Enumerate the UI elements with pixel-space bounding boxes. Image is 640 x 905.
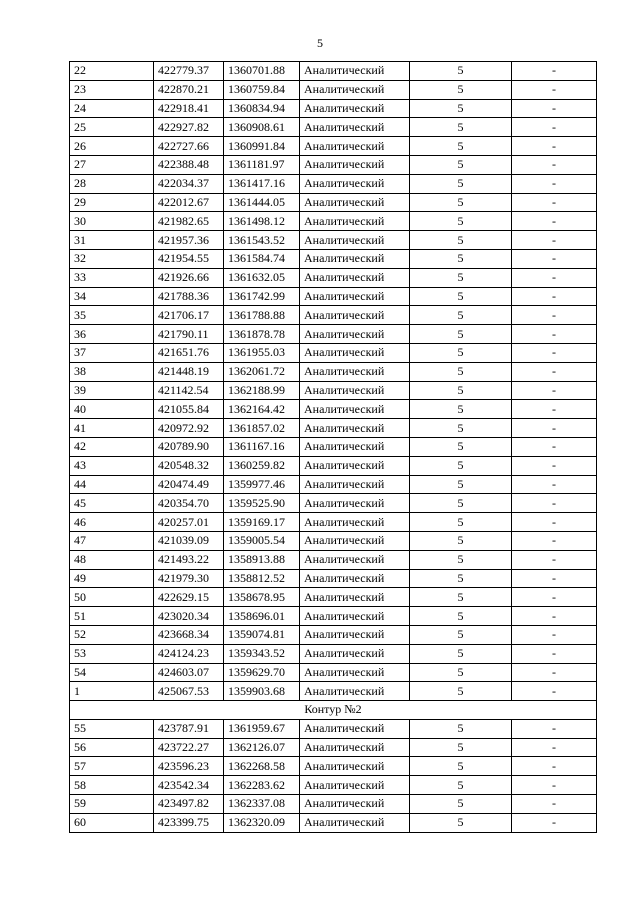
method-cell: Аналитический bbox=[300, 249, 410, 268]
table-row bbox=[70, 325, 597, 344]
method-cell: Аналитический bbox=[300, 174, 410, 193]
y-coordinate-cell: 1359169.17 bbox=[224, 513, 300, 532]
method-cell: Аналитический bbox=[300, 362, 410, 381]
table-row bbox=[70, 381, 597, 400]
note-cell: - bbox=[512, 757, 597, 776]
method-cell: Аналитический bbox=[300, 607, 410, 626]
table-row bbox=[70, 776, 597, 795]
y-coordinate-cell: 1360259.82 bbox=[224, 456, 300, 475]
y-coordinate-cell: 1359005.54 bbox=[224, 531, 300, 550]
accuracy-cell: 5 bbox=[410, 212, 512, 231]
accuracy-cell: 5 bbox=[410, 306, 512, 325]
accuracy-cell: 5 bbox=[410, 569, 512, 588]
note-cell: - bbox=[512, 268, 597, 287]
method-cell: Аналитический bbox=[300, 306, 410, 325]
method-cell: Аналитический bbox=[300, 456, 410, 475]
table-row bbox=[70, 419, 597, 438]
point-number-cell: 32 bbox=[70, 249, 154, 268]
point-number-cell: 35 bbox=[70, 306, 154, 325]
table-row bbox=[70, 306, 597, 325]
table-row bbox=[70, 231, 597, 250]
accuracy-cell: 5 bbox=[410, 682, 512, 701]
accuracy-cell: 5 bbox=[410, 400, 512, 419]
point-number-cell: 57 bbox=[70, 757, 154, 776]
x-coordinate-cell: 425067.53 bbox=[154, 682, 224, 701]
note-cell: - bbox=[512, 738, 597, 757]
point-number-cell: 31 bbox=[70, 231, 154, 250]
y-coordinate-cell: 1362320.09 bbox=[224, 813, 300, 832]
point-number-cell: 42 bbox=[70, 437, 154, 456]
method-cell: Аналитический bbox=[300, 80, 410, 99]
note-cell: - bbox=[512, 400, 597, 419]
point-number-cell: 49 bbox=[70, 569, 154, 588]
accuracy-cell: 5 bbox=[410, 456, 512, 475]
note-cell: - bbox=[512, 193, 597, 212]
method-cell: Аналитический bbox=[300, 813, 410, 832]
note-cell: - bbox=[512, 475, 597, 494]
accuracy-cell: 5 bbox=[410, 174, 512, 193]
accuracy-cell: 5 bbox=[410, 437, 512, 456]
table-row bbox=[70, 719, 597, 738]
point-number-cell: 29 bbox=[70, 193, 154, 212]
table-row bbox=[70, 62, 597, 81]
accuracy-cell: 5 bbox=[410, 663, 512, 682]
note-cell: - bbox=[512, 249, 597, 268]
note-cell: - bbox=[512, 494, 597, 513]
note-cell: - bbox=[512, 99, 597, 118]
accuracy-cell: 5 bbox=[410, 607, 512, 626]
method-cell: Аналитический bbox=[300, 757, 410, 776]
method-cell: Аналитический bbox=[300, 381, 410, 400]
y-coordinate-cell: 1361181.97 bbox=[224, 155, 300, 174]
x-coordinate-cell: 421706.17 bbox=[154, 306, 224, 325]
point-number-cell: 34 bbox=[70, 287, 154, 306]
table-row bbox=[70, 80, 597, 99]
method-cell: Аналитический bbox=[300, 118, 410, 137]
method-cell: Аналитический bbox=[300, 644, 410, 663]
accuracy-cell: 5 bbox=[410, 550, 512, 569]
y-coordinate-cell: 1359977.46 bbox=[224, 475, 300, 494]
x-coordinate-cell: 423722.27 bbox=[154, 738, 224, 757]
method-cell: Аналитический bbox=[300, 513, 410, 532]
table-row bbox=[70, 513, 597, 532]
accuracy-cell: 5 bbox=[410, 757, 512, 776]
accuracy-cell: 5 bbox=[410, 80, 512, 99]
accuracy-cell: 5 bbox=[410, 719, 512, 738]
x-coordinate-cell: 420972.92 bbox=[154, 419, 224, 438]
table-row bbox=[70, 757, 597, 776]
point-number-cell: 30 bbox=[70, 212, 154, 231]
method-cell: Аналитический bbox=[300, 550, 410, 569]
method-cell: Аналитический bbox=[300, 795, 410, 814]
point-number-cell: 45 bbox=[70, 494, 154, 513]
x-coordinate-cell: 421651.76 bbox=[154, 343, 224, 362]
accuracy-cell: 5 bbox=[410, 776, 512, 795]
x-coordinate-cell: 420257.01 bbox=[154, 513, 224, 532]
note-cell: - bbox=[512, 776, 597, 795]
x-coordinate-cell: 422012.67 bbox=[154, 193, 224, 212]
y-coordinate-cell: 1361498.12 bbox=[224, 212, 300, 231]
point-number-cell: 48 bbox=[70, 550, 154, 569]
note-cell: - bbox=[512, 531, 597, 550]
accuracy-cell: 5 bbox=[410, 738, 512, 757]
y-coordinate-cell: 1360991.84 bbox=[224, 137, 300, 156]
x-coordinate-cell: 421493.22 bbox=[154, 550, 224, 569]
accuracy-cell: 5 bbox=[410, 343, 512, 362]
note-cell: - bbox=[512, 644, 597, 663]
note-cell: - bbox=[512, 456, 597, 475]
point-number-cell: 39 bbox=[70, 381, 154, 400]
table-row bbox=[70, 287, 597, 306]
x-coordinate-cell: 421055.84 bbox=[154, 400, 224, 419]
note-cell: - bbox=[512, 212, 597, 231]
method-cell: Аналитический bbox=[300, 625, 410, 644]
page-number: 5 bbox=[317, 36, 323, 50]
table-row bbox=[70, 795, 597, 814]
point-number-cell: 37 bbox=[70, 343, 154, 362]
y-coordinate-cell: 1361543.52 bbox=[224, 231, 300, 250]
method-cell: Аналитический bbox=[300, 776, 410, 795]
point-number-cell: 41 bbox=[70, 419, 154, 438]
x-coordinate-cell: 420354.70 bbox=[154, 494, 224, 513]
x-coordinate-cell: 424603.07 bbox=[154, 663, 224, 682]
table-row bbox=[70, 400, 597, 419]
x-coordinate-cell: 421979.30 bbox=[154, 569, 224, 588]
point-number-cell: 22 bbox=[70, 62, 154, 81]
point-number-cell: 46 bbox=[70, 513, 154, 532]
x-coordinate-cell: 422034.37 bbox=[154, 174, 224, 193]
point-number-cell: 24 bbox=[70, 99, 154, 118]
accuracy-cell: 5 bbox=[410, 494, 512, 513]
x-coordinate-cell: 423399.75 bbox=[154, 813, 224, 832]
x-coordinate-cell: 421039.09 bbox=[154, 531, 224, 550]
accuracy-cell: 5 bbox=[410, 588, 512, 607]
y-coordinate-cell: 1361959.67 bbox=[224, 719, 300, 738]
note-cell: - bbox=[512, 137, 597, 156]
method-cell: Аналитический bbox=[300, 343, 410, 362]
table-row bbox=[70, 644, 597, 663]
y-coordinate-cell: 1361632.05 bbox=[224, 268, 300, 287]
method-cell: Аналитический bbox=[300, 268, 410, 287]
y-coordinate-cell: 1358678.95 bbox=[224, 588, 300, 607]
x-coordinate-cell: 423668.34 bbox=[154, 625, 224, 644]
point-number-cell: 44 bbox=[70, 475, 154, 494]
table-row bbox=[70, 456, 597, 475]
method-cell: Аналитический bbox=[300, 155, 410, 174]
method-cell: Аналитический bbox=[300, 137, 410, 156]
note-cell: - bbox=[512, 231, 597, 250]
method-cell: Аналитический bbox=[300, 682, 410, 701]
note-cell: - bbox=[512, 362, 597, 381]
point-number-cell: 50 bbox=[70, 588, 154, 607]
note-cell: - bbox=[512, 419, 597, 438]
point-number-cell: 55 bbox=[70, 719, 154, 738]
method-cell: Аналитический bbox=[300, 663, 410, 682]
y-coordinate-cell: 1358812.52 bbox=[224, 569, 300, 588]
y-coordinate-cell: 1362337.08 bbox=[224, 795, 300, 814]
x-coordinate-cell: 421790.11 bbox=[154, 325, 224, 344]
y-coordinate-cell: 1359903.68 bbox=[224, 682, 300, 701]
accuracy-cell: 5 bbox=[410, 155, 512, 174]
accuracy-cell: 5 bbox=[410, 513, 512, 532]
method-cell: Аналитический bbox=[300, 475, 410, 494]
y-coordinate-cell: 1358696.01 bbox=[224, 607, 300, 626]
accuracy-cell: 5 bbox=[410, 118, 512, 137]
contour-header-row bbox=[70, 701, 597, 720]
y-coordinate-cell: 1361417.16 bbox=[224, 174, 300, 193]
point-number-cell: 58 bbox=[70, 776, 154, 795]
table-row bbox=[70, 588, 597, 607]
y-coordinate-cell: 1359525.90 bbox=[224, 494, 300, 513]
note-cell: - bbox=[512, 306, 597, 325]
note-cell: - bbox=[512, 62, 597, 81]
note-cell: - bbox=[512, 287, 597, 306]
point-number-cell: 47 bbox=[70, 531, 154, 550]
table-row bbox=[70, 174, 597, 193]
method-cell: Аналитический bbox=[300, 419, 410, 438]
point-number-cell: 36 bbox=[70, 325, 154, 344]
accuracy-cell: 5 bbox=[410, 137, 512, 156]
table-row bbox=[70, 343, 597, 362]
note-cell: - bbox=[512, 682, 597, 701]
point-number-cell: 23 bbox=[70, 80, 154, 99]
x-coordinate-cell: 423596.23 bbox=[154, 757, 224, 776]
method-cell: Аналитический bbox=[300, 400, 410, 419]
note-cell: - bbox=[512, 80, 597, 99]
table-row bbox=[70, 249, 597, 268]
x-coordinate-cell: 420789.90 bbox=[154, 437, 224, 456]
point-number-cell: 59 bbox=[70, 795, 154, 814]
y-coordinate-cell: 1362164.42 bbox=[224, 400, 300, 419]
point-number-cell: 43 bbox=[70, 456, 154, 475]
method-cell: Аналитический bbox=[300, 531, 410, 550]
point-number-cell: 56 bbox=[70, 738, 154, 757]
method-cell: Аналитический bbox=[300, 193, 410, 212]
point-number-cell: 51 bbox=[70, 607, 154, 626]
note-cell: - bbox=[512, 795, 597, 814]
point-number-cell: 27 bbox=[70, 155, 154, 174]
table-row bbox=[70, 437, 597, 456]
point-number-cell: 54 bbox=[70, 663, 154, 682]
x-coordinate-cell: 424124.23 bbox=[154, 644, 224, 663]
y-coordinate-cell: 1359074.81 bbox=[224, 625, 300, 644]
table-row bbox=[70, 99, 597, 118]
note-cell: - bbox=[512, 513, 597, 532]
x-coordinate-cell: 423787.91 bbox=[154, 719, 224, 738]
x-coordinate-cell: 420548.32 bbox=[154, 456, 224, 475]
x-coordinate-cell: 421788.36 bbox=[154, 287, 224, 306]
x-coordinate-cell: 421982.65 bbox=[154, 212, 224, 231]
method-cell: Аналитический bbox=[300, 325, 410, 344]
method-cell: Аналитический bbox=[300, 99, 410, 118]
note-cell: - bbox=[512, 155, 597, 174]
note-cell: - bbox=[512, 174, 597, 193]
table-row bbox=[70, 268, 597, 287]
point-number-cell: 25 bbox=[70, 118, 154, 137]
note-cell: - bbox=[512, 118, 597, 137]
accuracy-cell: 5 bbox=[410, 531, 512, 550]
accuracy-cell: 5 bbox=[410, 249, 512, 268]
accuracy-cell: 5 bbox=[410, 813, 512, 832]
x-coordinate-cell: 423542.34 bbox=[154, 776, 224, 795]
table-row bbox=[70, 494, 597, 513]
method-cell: Аналитический bbox=[300, 738, 410, 757]
y-coordinate-cell: 1360834.94 bbox=[224, 99, 300, 118]
x-coordinate-cell: 422388.48 bbox=[154, 155, 224, 174]
table-row bbox=[70, 738, 597, 757]
y-coordinate-cell: 1361857.02 bbox=[224, 419, 300, 438]
y-coordinate-cell: 1360701.88 bbox=[224, 62, 300, 81]
coordinates-table bbox=[69, 61, 597, 833]
table-row bbox=[70, 212, 597, 231]
coordinates-table-body bbox=[70, 62, 597, 833]
point-number-cell: 1 bbox=[70, 682, 154, 701]
table-row bbox=[70, 193, 597, 212]
note-cell: - bbox=[512, 550, 597, 569]
y-coordinate-cell: 1361788.88 bbox=[224, 306, 300, 325]
method-cell: Аналитический bbox=[300, 569, 410, 588]
accuracy-cell: 5 bbox=[410, 268, 512, 287]
note-cell: - bbox=[512, 381, 597, 400]
accuracy-cell: 5 bbox=[410, 287, 512, 306]
y-coordinate-cell: 1361167.16 bbox=[224, 437, 300, 456]
point-number-cell: 40 bbox=[70, 400, 154, 419]
note-cell: - bbox=[512, 607, 597, 626]
table-row bbox=[70, 663, 597, 682]
table-row bbox=[70, 550, 597, 569]
note-cell: - bbox=[512, 588, 597, 607]
x-coordinate-cell: 422927.82 bbox=[154, 118, 224, 137]
y-coordinate-cell: 1361742.99 bbox=[224, 287, 300, 306]
table-row bbox=[70, 531, 597, 550]
point-number-cell: 52 bbox=[70, 625, 154, 644]
x-coordinate-cell: 421142.54 bbox=[154, 381, 224, 400]
accuracy-cell: 5 bbox=[410, 62, 512, 81]
table-row bbox=[70, 625, 597, 644]
y-coordinate-cell: 1362268.58 bbox=[224, 757, 300, 776]
note-cell: - bbox=[512, 437, 597, 456]
accuracy-cell: 5 bbox=[410, 99, 512, 118]
table-row bbox=[70, 682, 597, 701]
x-coordinate-cell: 421957.36 bbox=[154, 231, 224, 250]
y-coordinate-cell: 1362126.07 bbox=[224, 738, 300, 757]
x-coordinate-cell: 421448.19 bbox=[154, 362, 224, 381]
method-cell: Аналитический bbox=[300, 287, 410, 306]
point-number-cell: 26 bbox=[70, 137, 154, 156]
note-cell: - bbox=[512, 343, 597, 362]
accuracy-cell: 5 bbox=[410, 625, 512, 644]
x-coordinate-cell: 421926.66 bbox=[154, 268, 224, 287]
y-coordinate-cell: 1362061.72 bbox=[224, 362, 300, 381]
y-coordinate-cell: 1362283.62 bbox=[224, 776, 300, 795]
x-coordinate-cell: 422629.15 bbox=[154, 588, 224, 607]
method-cell: Аналитический bbox=[300, 588, 410, 607]
note-cell: - bbox=[512, 569, 597, 588]
table-row bbox=[70, 475, 597, 494]
table-row bbox=[70, 155, 597, 174]
method-cell: Аналитический bbox=[300, 437, 410, 456]
table-row bbox=[70, 137, 597, 156]
y-coordinate-cell: 1360908.61 bbox=[224, 118, 300, 137]
accuracy-cell: 5 bbox=[410, 381, 512, 400]
y-coordinate-cell: 1359343.52 bbox=[224, 644, 300, 663]
point-number-cell: 28 bbox=[70, 174, 154, 193]
accuracy-cell: 5 bbox=[410, 795, 512, 814]
point-number-cell: 33 bbox=[70, 268, 154, 287]
accuracy-cell: 5 bbox=[410, 475, 512, 494]
table-row bbox=[70, 362, 597, 381]
table-row bbox=[70, 813, 597, 832]
method-cell: Аналитический bbox=[300, 231, 410, 250]
y-coordinate-cell: 1360759.84 bbox=[224, 80, 300, 99]
accuracy-cell: 5 bbox=[410, 419, 512, 438]
y-coordinate-cell: 1359629.70 bbox=[224, 663, 300, 682]
table-row bbox=[70, 569, 597, 588]
y-coordinate-cell: 1358913.88 bbox=[224, 550, 300, 569]
point-number-cell: 53 bbox=[70, 644, 154, 663]
method-cell: Аналитический bbox=[300, 719, 410, 738]
y-coordinate-cell: 1361878.78 bbox=[224, 325, 300, 344]
accuracy-cell: 5 bbox=[410, 325, 512, 344]
accuracy-cell: 5 bbox=[410, 362, 512, 381]
table-row bbox=[70, 118, 597, 137]
accuracy-cell: 5 bbox=[410, 644, 512, 663]
note-cell: - bbox=[512, 719, 597, 738]
x-coordinate-cell: 422918.41 bbox=[154, 99, 224, 118]
x-coordinate-cell: 423497.82 bbox=[154, 795, 224, 814]
contour-label: Контур №2 bbox=[70, 701, 597, 720]
note-cell: - bbox=[512, 625, 597, 644]
x-coordinate-cell: 421954.55 bbox=[154, 249, 224, 268]
method-cell: Аналитический bbox=[300, 62, 410, 81]
point-number-cell: 60 bbox=[70, 813, 154, 832]
accuracy-cell: 5 bbox=[410, 193, 512, 212]
y-coordinate-cell: 1362188.99 bbox=[224, 381, 300, 400]
x-coordinate-cell: 422727.66 bbox=[154, 137, 224, 156]
note-cell: - bbox=[512, 663, 597, 682]
x-coordinate-cell: 423020.34 bbox=[154, 607, 224, 626]
note-cell: - bbox=[512, 813, 597, 832]
x-coordinate-cell: 422779.37 bbox=[154, 62, 224, 81]
y-coordinate-cell: 1361584.74 bbox=[224, 249, 300, 268]
method-cell: Аналитический bbox=[300, 494, 410, 513]
y-coordinate-cell: 1361444.05 bbox=[224, 193, 300, 212]
accuracy-cell: 5 bbox=[410, 231, 512, 250]
note-cell: - bbox=[512, 325, 597, 344]
method-cell: Аналитический bbox=[300, 212, 410, 231]
point-number-cell: 38 bbox=[70, 362, 154, 381]
x-coordinate-cell: 420474.49 bbox=[154, 475, 224, 494]
table-row bbox=[70, 607, 597, 626]
x-coordinate-cell: 422870.21 bbox=[154, 80, 224, 99]
y-coordinate-cell: 1361955.03 bbox=[224, 343, 300, 362]
